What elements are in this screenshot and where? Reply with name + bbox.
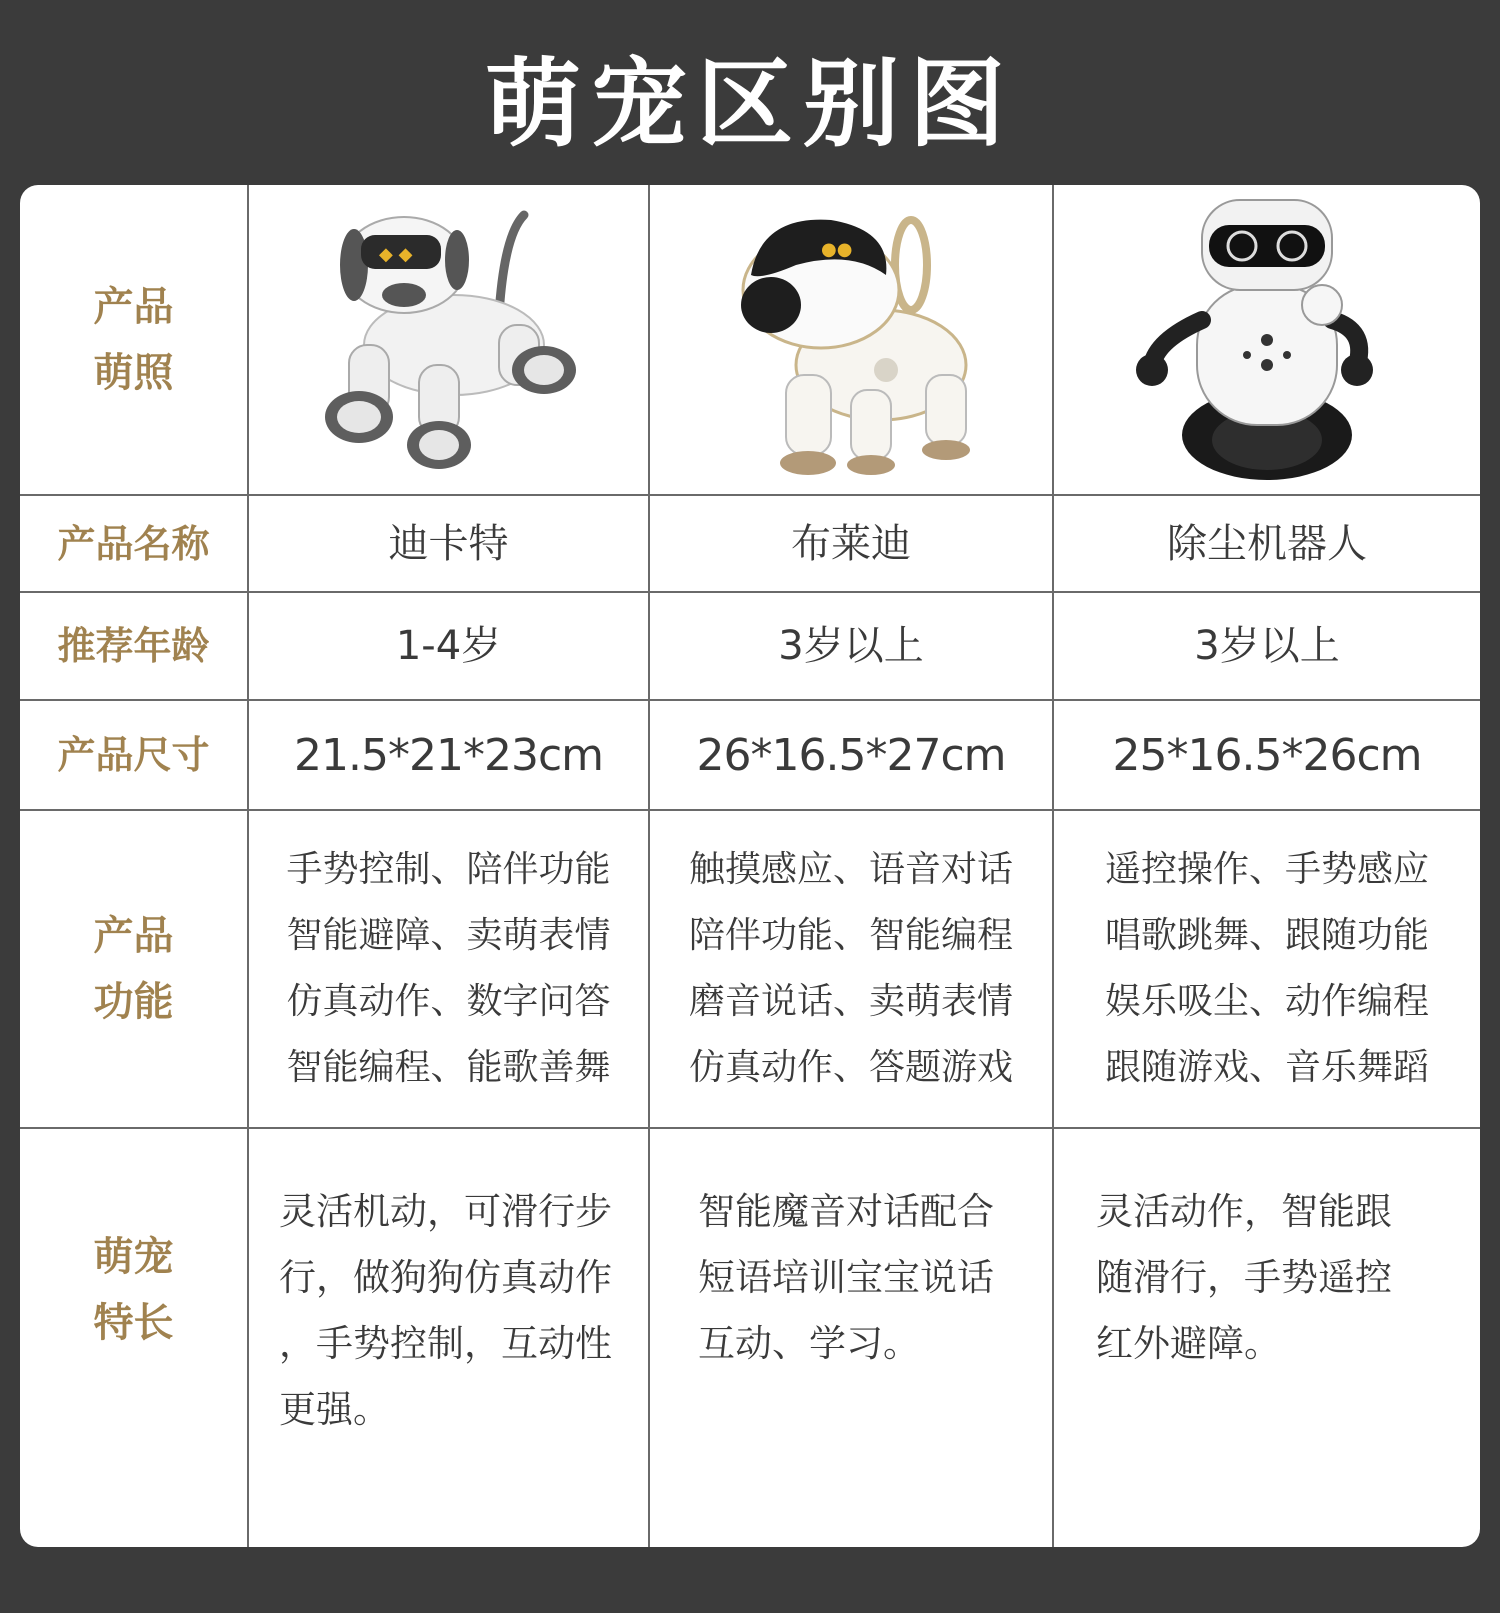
product-1-name: 迪卡特 [388,520,509,567]
trait-line: 灵活机动，可滑行步 [279,1190,612,1233]
age-row [20,592,1480,700]
name-label-cell [20,495,248,592]
trait-line: 短语培训宝宝说话 [698,1256,994,1299]
robot-dog-icon [299,195,599,485]
comparison-card [20,185,1480,1547]
product-2-name: 布莱迪 [791,520,911,567]
product-2-age: 3岁以上 [778,623,924,669]
function-item: 触摸感应、语音对话 [688,849,1013,890]
product-3-name-cell [1053,495,1480,592]
svg-text:◆ ◆: ◆ ◆ [378,243,412,265]
trait-line: 行，做狗狗仿真动作 [279,1256,612,1299]
product-2-function-list [689,837,1013,1101]
product-1-age-cell [248,592,649,700]
age-label-cell [20,592,248,700]
trait-label-line-2: 特长 [93,1300,174,1346]
product-2-traits-cell [649,1128,1053,1547]
function-item: 唱歌跳舞、跟随功能 [1104,915,1429,956]
product-1-size: 21.5*21*23cm [294,729,603,781]
product-2-name-cell [649,495,1053,592]
name-row [20,495,1480,592]
product-3-functions-cell [1053,810,1480,1128]
trait-label-cell [20,1128,248,1547]
function-item: 智能避障、卖萌表情 [286,915,611,956]
comparison-table [20,185,1480,1547]
product-3-age: 3岁以上 [1194,623,1340,669]
age-label: 推荐年龄 [57,624,210,668]
function-item: 磨音说话、卖萌表情 [688,981,1013,1022]
photo-row [20,185,1480,495]
size-row [20,700,1480,810]
product-2-photo [649,185,1053,495]
product-3-function-list [1105,837,1429,1101]
page-title: 萌宠区别图 [485,48,1015,160]
photo-label-cell [20,185,248,495]
size-label: 产品尺寸 [57,733,210,777]
trait-line: 随滑行，手势遥控 [1096,1256,1392,1299]
function-label-line-2: 功能 [93,979,174,1025]
robot-puppy-icon [701,195,1001,485]
function-label-cell [20,810,248,1128]
product-2-trait-text [650,1159,1052,1377]
product-3-photo [1053,185,1480,495]
product-3-size: 25*16.5*26cm [1112,729,1422,781]
photo-label-line-2: 萌照 [93,349,174,396]
product-3-age-cell [1053,592,1480,700]
function-item: 仿真动作、数字问答 [286,981,611,1022]
product-3-name: 除尘机器人 [1167,520,1367,567]
name-label: 产品名称 [57,521,210,566]
trait-line: 灵活动作，智能跟 [1096,1190,1392,1233]
function-item: 遥控操作、手势感应 [1104,849,1429,890]
function-row [20,810,1480,1128]
cleaning-robot-icon [1117,190,1417,490]
product-1-function-list [286,837,610,1101]
product-1-traits-cell [248,1128,649,1547]
product-1-trait-text [249,1159,648,1443]
function-item: 手势控制、陪伴功能 [286,849,611,890]
svg-text:●●: ●● [821,238,853,260]
product-2-age-cell [649,592,1053,700]
trait-line: 智能魔音对话配合 [698,1190,994,1233]
trait-label-line-1: 萌宠 [93,1234,174,1280]
product-2-functions-cell [649,810,1053,1128]
function-item: 陪伴功能、智能编程 [688,915,1013,956]
product-1-functions-cell [248,810,649,1128]
photo-label-line-1: 产品 [93,283,174,330]
trait-line: 互动、学习。 [698,1322,920,1365]
trait-row [20,1128,1480,1547]
product-1-size-cell [248,700,649,810]
product-3-trait-text [1054,1159,1480,1377]
product-1-age: 1-4岁 [395,623,502,669]
product-1-name-cell [248,495,649,592]
function-item: 智能编程、能歌善舞 [286,1047,611,1088]
product-1-photo [248,185,649,495]
product-2-size: 26*16.5*27cm [696,729,1006,781]
trait-line: 红外避障。 [1096,1322,1281,1365]
trait-line: 更强。 [279,1388,390,1431]
trait-line: ，手势控制，互动性 [279,1322,612,1365]
product-2-size-cell [649,700,1053,810]
function-item: 娱乐吸尘、动作编程 [1104,981,1429,1022]
product-3-traits-cell [1053,1128,1480,1547]
size-label-cell [20,700,248,810]
function-label-line-1: 产品 [93,913,174,959]
product-3-size-cell [1053,700,1480,810]
function-item: 跟随游戏、音乐舞蹈 [1104,1047,1429,1088]
function-item: 仿真动作、答题游戏 [688,1047,1013,1088]
